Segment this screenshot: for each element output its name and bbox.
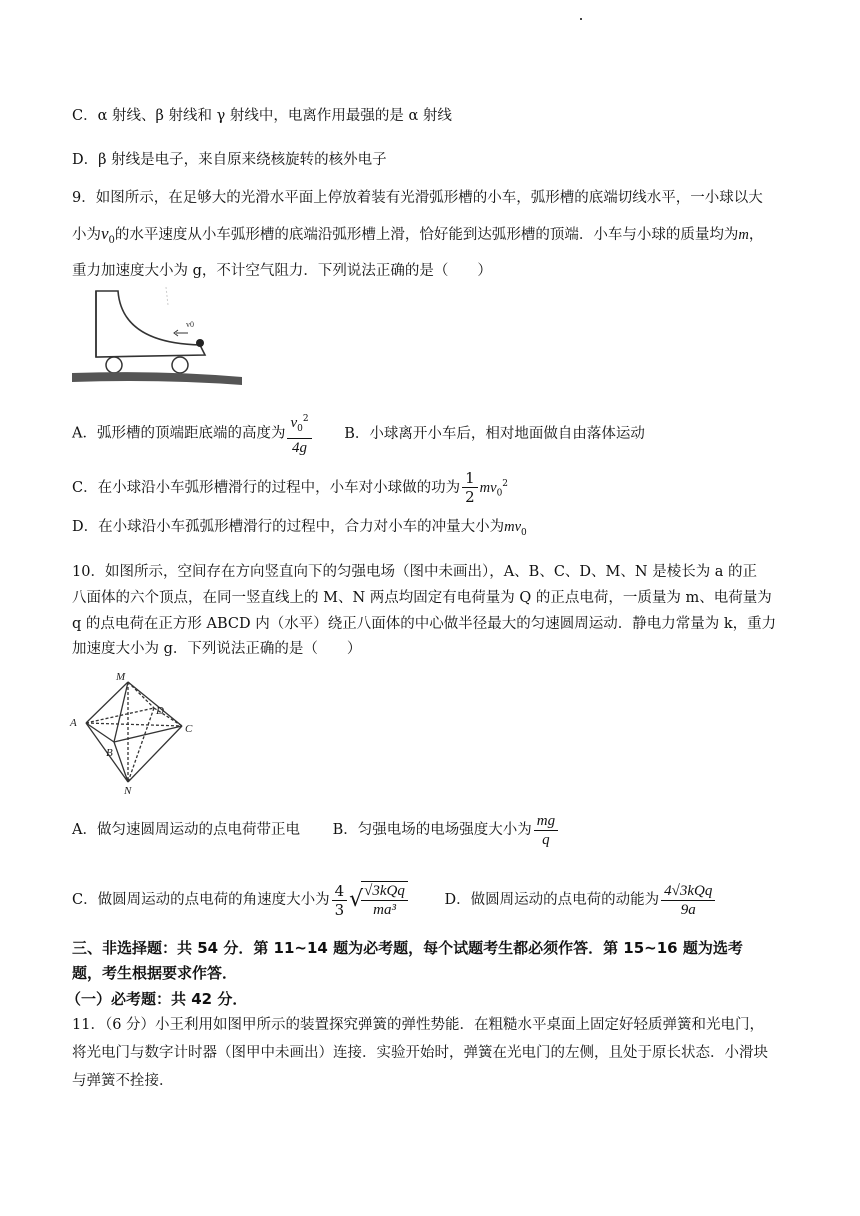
q9-cart-figure: [70, 285, 245, 393]
q11-line2: 将光电门与数字计时器（图甲中未画出）连接．实验开始时，弹簧在光电门的左侧，且处于原长状态．小滑块: [72, 1045, 768, 1061]
q10-line3: q 的点电荷在正方形 ABCD 内（水平）绕正八面体的中心做半径最大的匀速圆周运动．静电力常量为 k，重力: [72, 616, 777, 632]
q10-option-d: D．做圆周运动的点电荷的动能为: [444, 892, 660, 908]
option-8c: C．α 射线、β 射线和 γ 射线中，电离作用最强的是 α 射线: [72, 108, 452, 124]
label-b: B: [106, 747, 113, 759]
q9-option-a: A．弧形槽的顶端距底端的高度为 $\frac{v_0^2}{4g}$ B．小球离开小车后，相对地面做自由落体运动: [72, 410, 645, 454]
q9-line2: 小为$v_0$的水平速度从小车弧形槽的底端沿弧形槽上滑，恰好能到达弧形槽的顶端．小车与小球的质量均为m，: [72, 224, 764, 246]
option-8d: D．β 射线是电子，来自原来绕核旋转的核外电子: [72, 152, 387, 168]
label-c: C: [185, 723, 193, 735]
q11-line1: 11．（6 分）小王利用如图甲所示的装置探究弹簧的弹性势能．在粗糙水平桌面上固定好轻质弹簧和光电门，: [72, 1017, 765, 1033]
q11-line3: 与弹簧不拴接．: [72, 1073, 174, 1089]
q10-option-b: B．匀强电场的电场强度大小为: [332, 822, 532, 838]
page-mark: [580, 18, 582, 20]
wheel-left: [106, 357, 122, 373]
q10-option-a: A．做匀速圆周运动的点电荷带正电: [72, 822, 300, 838]
q9-option-c: C．在小球沿小车弧形槽滑行的过程中，小车对小球做的功为 $\frac{1}{2}$ $mv_0^2$: [72, 469, 509, 507]
section3-heading-line1: 三、非选择题：共 54 分．第 11~14 题为必考题，每个试题考生都必须作答．第 15~16 题为选考: [72, 939, 743, 957]
q9-line1: 9．如图所示，在足够大的光滑水平面上停放着装有光滑弧形槽的小车，弧形槽的底端切线水平，一小球以大: [72, 190, 763, 206]
ball: [196, 339, 204, 347]
q10-option-c: C．做圆周运动的点电荷的角速度大小为: [72, 892, 330, 908]
wheel-right: [172, 357, 188, 373]
v0-label: v0: [186, 320, 194, 329]
ground: [72, 372, 242, 385]
q9-option-b: B．小球离开小车后，相对地面做自由落体运动: [344, 425, 645, 442]
section3-heading-line2: 题，考生根据要求作答．: [72, 964, 238, 982]
q10-option-ab: A．做匀速圆周运动的点电荷带正电 B．匀强电场的电场强度大小为 $\frac{mg}{q}$: [72, 808, 560, 852]
label-n: N: [124, 785, 132, 797]
section3-subheading: （一）必考题：共 42 分．: [66, 990, 248, 1008]
q10-line4: 加速度大小为 g．下列说法正确的是（ ）: [72, 641, 362, 657]
q10-line1: 10．如图所示，空间存在方向竖直向下的匀强电场（图中未画出），A、B、C、D、M、N 是棱长为 a 的正: [72, 564, 758, 580]
label-m: M: [116, 671, 126, 683]
q10-line2: 八面体的六个顶点，在同一竖直线上的 M、N 两点均固定有电荷量为 Q 的正点电荷，一质量为 m、电荷量为: [72, 590, 772, 606]
q10-octahedron-figure: [66, 668, 206, 798]
label-d: D: [156, 705, 164, 717]
q9-line3: 重力加速度大小为 g，不计空气阻力．下列说法正确的是（ ）: [72, 263, 492, 279]
label-a: A: [70, 717, 77, 729]
q10-option-cd: C．做圆周运动的点电荷的角速度大小为 $\frac{4}{3}$ √ $\frac{\text{√3kQq}}{\text{ma³}}$ D．做圆周运动的点电荷的动能为 $\frac{\text{4√3kQq}}{9a}$: [72, 875, 717, 925]
q9-option-d: D．在小球沿小车孤弧形槽滑行的过程中，合力对小车的冲量大小为$mv_0$: [72, 519, 527, 538]
